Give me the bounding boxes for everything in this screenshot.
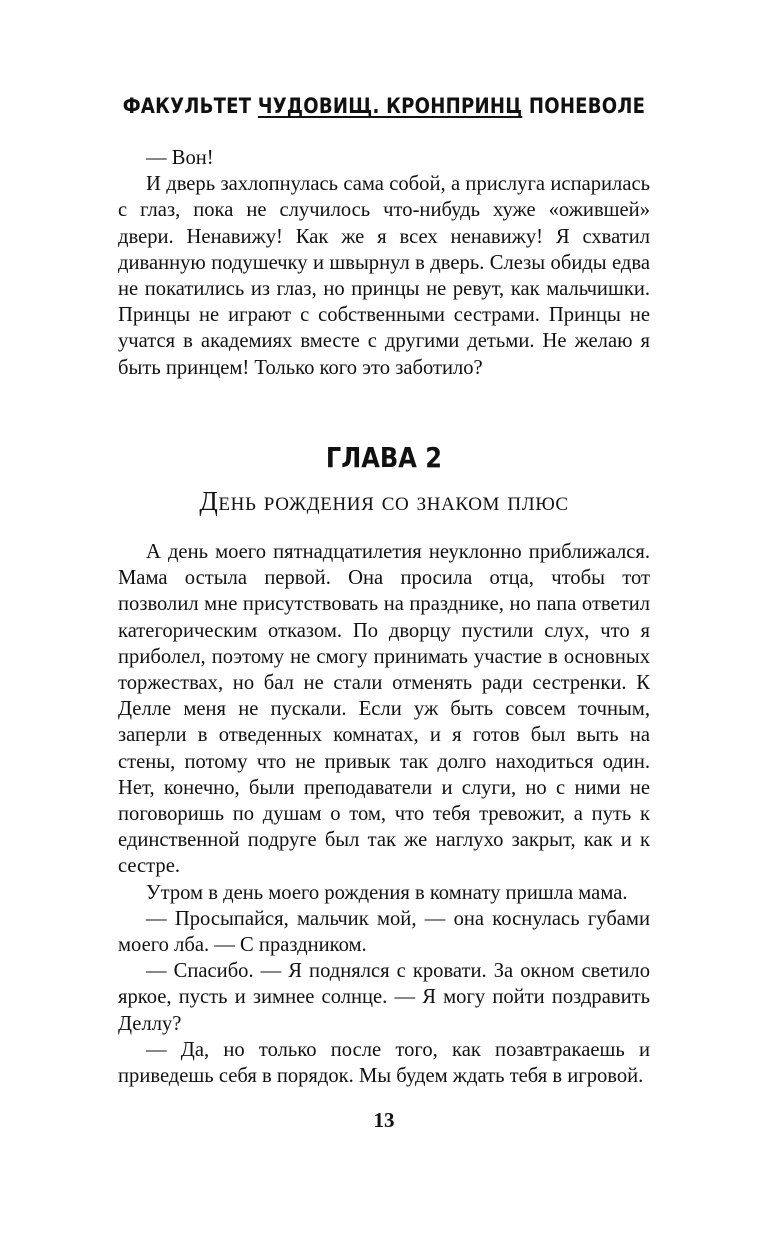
page-number: 13 bbox=[373, 1108, 395, 1132]
paragraph: Утром в день моего рождения в комнату пришла мама. bbox=[146, 881, 628, 904]
running-head-part-2: ЧУДОВИЩ. КРОНПРИНЦ bbox=[257, 94, 523, 118]
text-block-1 bbox=[118, 145, 650, 381]
paragraph: — Просыпайся, мальчик мой, — она коснулась губами моего лба. — С праздником. bbox=[118, 907, 650, 957]
running-head bbox=[54, 91, 714, 121]
chapter-subtitle: День рождения со знаком плюс bbox=[199, 486, 569, 516]
paragraph: — Спасибо. — Я поднялся с кровати. За окном светило яркое, пусть и зимнее солнце. — Я могу пойти поздравить Деллу? bbox=[118, 960, 650, 1035]
paragraph: — Вон! bbox=[146, 147, 214, 169]
paragraph: А день моего пятнадцатилетия неуклонно приближался. Мама остыла первой. Она просила отца, чтобы тот позволил мне присутствовать на празднике, но папа ответил категорическим отказом. По дворцу пустили слух, что я приболел, поэтому не смогу принимать участие в основных торжествах, но бал не стали отменять ради сестренки. К Делле меня не пускали. Если уж быть совсем точным, заперли в отведенных комнатах, и я готов был выть на стены, потому что не привык так долго находиться один. Нет, конечно, были преподаватели и слуги, но с ними не поговоришь по душам о том, что тебя тревожит, а путь к единственной подруге был так же наглухо закрыт, как и к сестре. bbox=[118, 541, 650, 878]
paragraph: И дверь захлопнулась сама собой, а прислуга испарилась с глаз, пока не случилось что-нибудь хуже «ожившей» двери. Ненавижу! Как же я всех ненавижу! Я схватил диванную подушечку и швырнул в дверь. Слезы обиды едва не покатились из глаз, но принцы не ревут, как мальчишки. Принцы не играют с собственными сестрами. Принцы не учатся в академиях вместе с другими детьми. Не желаю я быть принцем! Только кого это заботило? bbox=[118, 173, 650, 379]
chapter-title: ГЛАВА 2 bbox=[325, 441, 443, 474]
text-block-2 bbox=[118, 539, 650, 1089]
paragraph: — Да, но только после того, как позавтракаешь и приведешь себя в порядок. Мы будем ждать тебя в игровой. bbox=[118, 1038, 650, 1088]
running-head-part-3: ПОНЕВОЛЕ bbox=[522, 94, 646, 118]
running-head-part-1: ФАКУЛЬТЕТ bbox=[122, 94, 258, 118]
